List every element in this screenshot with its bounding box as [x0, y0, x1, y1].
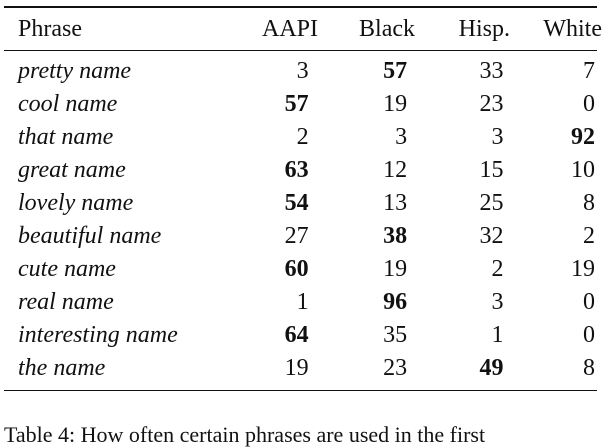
cell-phrase: great name [18, 156, 126, 183]
cell-hisp: 15 [479, 156, 504, 183]
cell-phrase: lovely name [18, 189, 134, 216]
cell-black: 19 [383, 90, 408, 117]
cell-white: 0 [583, 288, 595, 315]
cell-hisp: 1 [491, 321, 504, 348]
cell-black: 35 [383, 321, 408, 348]
cell-phrase: beautiful name [18, 222, 162, 249]
cell-white: 7 [583, 57, 595, 84]
cell-black: 13 [383, 189, 408, 216]
cell-phrase: the name [18, 354, 106, 381]
header-aapi: AAPI [261, 15, 318, 42]
cell-aapi: 3 [296, 57, 309, 84]
cell-white: 19 [571, 255, 595, 282]
cell-phrase: real name [18, 288, 114, 315]
header-hisp: Hisp. [458, 15, 510, 42]
cell-black: 38 [383, 222, 408, 249]
cell-hisp: 32 [479, 222, 504, 249]
cell-phrase: cute name [18, 255, 116, 282]
cell-white: 2 [583, 222, 595, 249]
cell-hisp: 3 [491, 123, 504, 150]
cell-white: 10 [571, 156, 595, 183]
cell-aapi: 27 [284, 222, 309, 249]
table-bottom-rule [4, 390, 597, 392]
table-row [4, 352, 597, 390]
cell-black: 96 [383, 288, 408, 315]
table-row [4, 121, 597, 154]
cell-aapi: 57 [284, 90, 309, 117]
cell-white: 0 [583, 90, 595, 117]
cell-phrase: pretty name [18, 57, 132, 84]
cell-phrase: cool name [18, 90, 118, 117]
cell-aapi: 64 [284, 321, 309, 348]
table-row [4, 319, 597, 352]
cell-white: 92 [571, 123, 595, 150]
cell-black: 57 [383, 57, 408, 84]
table-row [4, 253, 597, 286]
table-row [4, 154, 597, 187]
header-black: Black [359, 15, 415, 42]
cell-aapi: 54 [284, 189, 309, 216]
cell-phrase: interesting name [18, 321, 178, 348]
cell-phrase: that name [18, 123, 114, 150]
table-row [4, 88, 597, 121]
header-white: White [543, 15, 602, 42]
cell-hisp: 2 [491, 255, 504, 282]
cell-black: 3 [395, 123, 408, 150]
header-phrase: Phrase [18, 15, 82, 42]
cell-white: 8 [583, 189, 595, 216]
results-table-container [4, 6, 602, 391]
cell-black: 19 [383, 255, 408, 282]
table-caption: Table 4: How often certain phrases are used in the first [4, 422, 486, 447]
table-row [4, 220, 597, 253]
phrase-frequency-table [4, 8, 604, 50]
cell-hisp: 25 [479, 189, 504, 216]
table-row [4, 51, 597, 88]
cell-black: 23 [383, 354, 408, 381]
cell-white: 0 [583, 321, 595, 348]
cell-hisp: 3 [491, 288, 504, 315]
table-header-row [4, 8, 604, 50]
cell-aapi: 60 [284, 255, 309, 282]
cell-aapi: 2 [296, 123, 309, 150]
cell-white: 8 [583, 354, 595, 381]
cell-hisp: 23 [479, 90, 504, 117]
cell-black: 12 [383, 156, 408, 183]
cell-hisp: 49 [479, 354, 504, 381]
cell-aapi: 1 [296, 288, 309, 315]
table-row [4, 187, 597, 220]
cell-aapi: 19 [284, 354, 309, 381]
cell-hisp: 33 [479, 57, 504, 84]
table-row [4, 286, 597, 319]
cell-aapi: 63 [284, 156, 309, 183]
phrase-frequency-body [4, 51, 597, 390]
